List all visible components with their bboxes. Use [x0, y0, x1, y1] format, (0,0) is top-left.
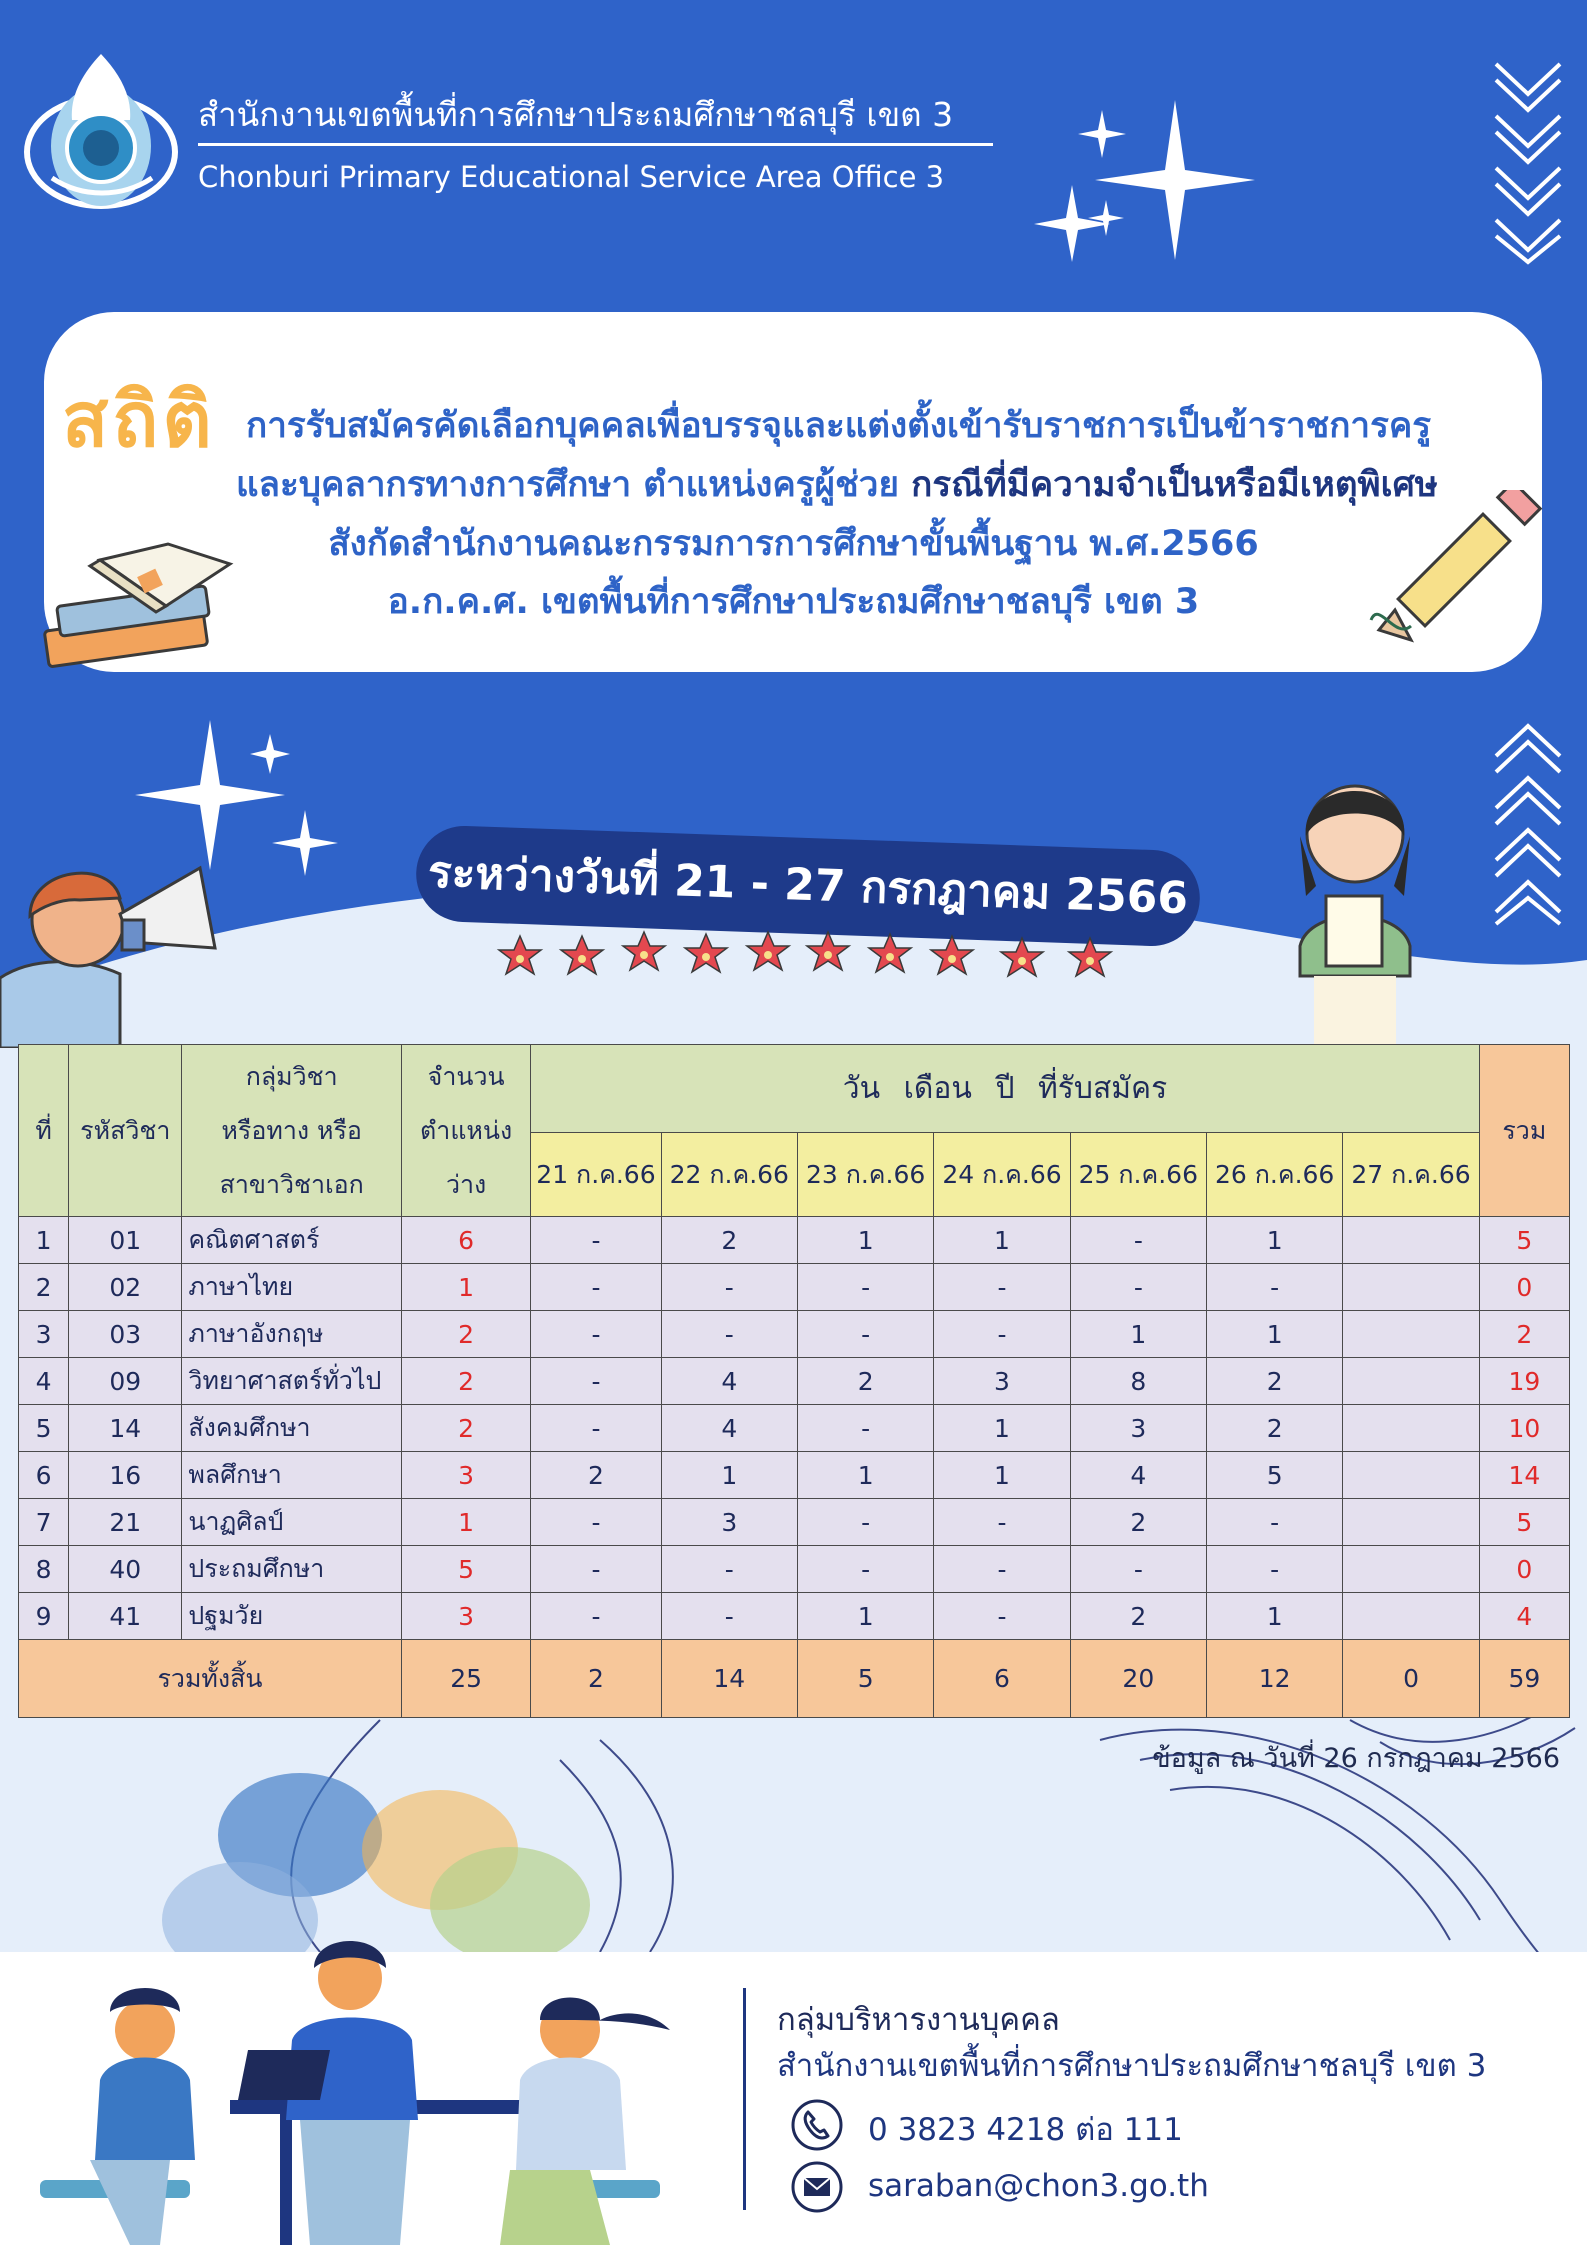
cell-row-total: 14 — [1479, 1452, 1569, 1499]
table-row — [19, 1405, 1570, 1452]
cell-day-count: 1 — [797, 1217, 933, 1264]
cell-day-count: - — [797, 1264, 933, 1311]
organization-logo — [22, 48, 180, 216]
department-name: กลุ่มบริหารงานบุคคล — [777, 2002, 1060, 2038]
header-application-dates: วัน เดือน ปี ที่รับสมัคร — [531, 1045, 1479, 1133]
cell-day-count: - — [531, 1405, 661, 1452]
cell-day-count: - — [661, 1311, 797, 1358]
cell-day-count: 4 — [661, 1405, 797, 1452]
cell-day-count: - — [797, 1311, 933, 1358]
cell-day-count: 3 — [661, 1499, 797, 1546]
date-range-banner: ระหว่างวันที่ 21 - 27 กรกฎาคม 2566 — [427, 846, 1189, 925]
table-total-row — [19, 1640, 1570, 1718]
cell-day-count: - — [1070, 1264, 1206, 1311]
cell-row-total: 10 — [1479, 1405, 1569, 1452]
cell-vacancy: 6 — [401, 1217, 530, 1264]
total-day: 14 — [661, 1640, 797, 1718]
cell-day-count: 1 — [1207, 1593, 1343, 1640]
cell-row-total: 5 — [1479, 1499, 1569, 1546]
table-row — [19, 1452, 1570, 1499]
header-subject — [182, 1045, 402, 1217]
chevron-up-icon — [1488, 718, 1568, 928]
books-illustration — [40, 530, 250, 680]
cell-day-count: - — [531, 1217, 661, 1264]
header-date: 24 ก.ค.66 — [934, 1133, 1070, 1217]
phone-number[interactable]: 0 3823 4218 ต่อ 111 — [868, 2112, 1183, 2148]
cell-no: 9 — [19, 1593, 69, 1640]
cell-day-count: - — [934, 1311, 1070, 1358]
cell-code: 03 — [69, 1311, 182, 1358]
cell-subject: ปฐมวัย — [182, 1593, 402, 1640]
cell-day-count — [1343, 1264, 1479, 1311]
cell-day-count — [1343, 1546, 1479, 1593]
total-day: 0 — [1343, 1640, 1479, 1718]
table-row — [19, 1593, 1570, 1640]
cell-day-count: 1 — [934, 1405, 1070, 1452]
header-vacancy-line-1: จำนวน — [427, 1061, 505, 1091]
teacher-illustration — [1280, 776, 1430, 1046]
cell-subject: สังคมศึกษา — [182, 1405, 402, 1452]
total-vacancy: 25 — [401, 1640, 530, 1718]
cell-day-count: 3 — [1070, 1405, 1206, 1452]
cell-day-count: 3 — [934, 1358, 1070, 1405]
header-date: 21 ก.ค.66 — [531, 1133, 661, 1217]
cell-day-count: 2 — [1070, 1593, 1206, 1640]
cell-day-count: 4 — [661, 1358, 797, 1405]
cell-day-count: 1 — [1070, 1311, 1206, 1358]
cell-no: 3 — [19, 1311, 69, 1358]
table-header-row — [19, 1045, 1570, 1133]
pencil-illustration — [1365, 490, 1550, 650]
cell-code: 09 — [69, 1358, 182, 1405]
cell-code: 21 — [69, 1499, 182, 1546]
header-total: รวม — [1479, 1045, 1569, 1217]
cell-day-count: 1 — [797, 1452, 933, 1499]
cell-vacancy: 2 — [401, 1311, 530, 1358]
title-line-4: อ.ก.ค.ศ. เขตพื้นที่การศึกษาประถมศึกษาชลบุรี เขต 3 — [387, 582, 1200, 622]
cell-subject: พลศึกษา — [182, 1452, 402, 1499]
cell-day-count: 1 — [1207, 1217, 1343, 1264]
cell-day-count: - — [661, 1593, 797, 1640]
cell-vacancy: 1 — [401, 1499, 530, 1546]
cell-day-count: 2 — [1070, 1499, 1206, 1546]
cell-day-count: - — [934, 1499, 1070, 1546]
footer-divider — [743, 1988, 746, 2210]
cell-day-count: 1 — [661, 1452, 797, 1499]
table-row — [19, 1264, 1570, 1311]
cell-day-count: - — [1207, 1546, 1343, 1593]
cell-no: 2 — [19, 1264, 69, 1311]
cell-day-count: 1 — [934, 1452, 1070, 1499]
cell-day-count: 2 — [1207, 1358, 1343, 1405]
mail-icon — [790, 2160, 844, 2214]
cell-day-count: 2 — [531, 1452, 661, 1499]
cell-day-count: 1 — [1207, 1311, 1343, 1358]
cell-day-count: - — [531, 1358, 661, 1405]
cell-day-count: 4 — [1070, 1452, 1206, 1499]
header-vacancy-line-3: ว่าง — [445, 1169, 487, 1199]
cell-row-total: 4 — [1479, 1593, 1569, 1640]
total-day: 6 — [934, 1640, 1070, 1718]
cell-vacancy: 1 — [401, 1264, 530, 1311]
cell-vacancy: 2 — [401, 1358, 530, 1405]
cell-vacancy: 2 — [401, 1405, 530, 1452]
applicant-statistics-table — [18, 1044, 1570, 1718]
cell-day-count: - — [531, 1264, 661, 1311]
table-row — [19, 1311, 1570, 1358]
cell-no: 7 — [19, 1499, 69, 1546]
cell-day-count: 5 — [1207, 1452, 1343, 1499]
cell-vacancy: 3 — [401, 1452, 530, 1499]
cell-day-count: - — [531, 1546, 661, 1593]
cell-day-count: - — [1207, 1499, 1343, 1546]
total-day: 12 — [1207, 1640, 1343, 1718]
cell-day-count: - — [531, 1499, 661, 1546]
cell-code: 16 — [69, 1452, 182, 1499]
cell-row-total: 0 — [1479, 1546, 1569, 1593]
cell-day-count: - — [934, 1264, 1070, 1311]
cell-day-count: - — [797, 1405, 933, 1452]
table-row — [19, 1546, 1570, 1593]
header-code: รหัสวิชา — [69, 1045, 182, 1217]
cell-day-count: - — [797, 1499, 933, 1546]
table-row — [19, 1499, 1570, 1546]
total-day: 2 — [531, 1640, 661, 1718]
cell-day-count: 8 — [1070, 1358, 1206, 1405]
total-day: 20 — [1070, 1640, 1206, 1718]
header-date: 26 ก.ค.66 — [1207, 1133, 1343, 1217]
cell-day-count: 2 — [661, 1217, 797, 1264]
cell-vacancy: 3 — [401, 1593, 530, 1640]
cell-no: 8 — [19, 1546, 69, 1593]
cell-day-count — [1343, 1499, 1479, 1546]
header-subject-line-2: หรือทาง หรือ — [221, 1115, 362, 1145]
organization-name-english: Chonburi Primary Educational Service Area Office 3 — [198, 160, 945, 194]
total-label: รวมทั้งสิ้น — [19, 1640, 402, 1718]
table-row — [19, 1217, 1570, 1264]
cell-code: 02 — [69, 1264, 182, 1311]
cell-code: 40 — [69, 1546, 182, 1593]
header-date: 27 ก.ค.66 — [1343, 1133, 1479, 1217]
header-vacancy-line-2: ตำแหน่ง — [420, 1115, 513, 1145]
header-subject-line-1: กลุ่มวิชา — [245, 1061, 338, 1091]
cell-no: 5 — [19, 1405, 69, 1452]
cell-day-count — [1343, 1405, 1479, 1452]
cell-day-count: - — [934, 1546, 1070, 1593]
data-as-of-note: ข้อมูล ณ วันที่ 26 กรกฎาคม 2566 — [1152, 1743, 1560, 1774]
cell-day-count — [1343, 1217, 1479, 1264]
header-subject-line-3: สาขาวิชาเอก — [219, 1169, 364, 1199]
cell-subject: คณิตศาสตร์ — [182, 1217, 402, 1264]
cell-code: 01 — [69, 1217, 182, 1264]
cell-no: 4 — [19, 1358, 69, 1405]
organization-name-thai: สำนักงานเขตพื้นที่การศึกษาประถมศึกษาชลบุรี เขต 3 — [198, 95, 954, 134]
cell-day-count: - — [661, 1264, 797, 1311]
cell-day-count: - — [661, 1546, 797, 1593]
cell-vacancy: 5 — [401, 1546, 530, 1593]
table-row — [19, 1358, 1570, 1405]
sparkle-icon — [1030, 90, 1260, 270]
cell-day-count: - — [531, 1311, 661, 1358]
cell-row-total: 19 — [1479, 1358, 1569, 1405]
header-date: 22 ก.ค.66 — [661, 1133, 797, 1217]
cell-day-count: 1 — [934, 1217, 1070, 1264]
office-name: สำนักงานเขตพื้นที่การศึกษาประถมศึกษาชลบุรี เขต 3 — [777, 2048, 1487, 2084]
cell-day-count: - — [1207, 1264, 1343, 1311]
cell-subject: นาฏศิลป์ — [182, 1499, 402, 1546]
header-vacancy — [401, 1045, 530, 1217]
cell-day-count: - — [1070, 1546, 1206, 1593]
cell-subject: วิทยาศาสตร์ทั่วไป — [182, 1358, 402, 1405]
header-date: 23 ก.ค.66 — [797, 1133, 933, 1217]
title-line-2-part-a: และบุคลากรทางการศึกษา ตำแหน่งครูผู้ช่วย — [236, 465, 899, 505]
table-body — [19, 1217, 1570, 1640]
cell-day-count: - — [531, 1593, 661, 1640]
cell-day-count — [1343, 1452, 1479, 1499]
header-divider — [198, 143, 993, 146]
people-meeting-illustration — [30, 1740, 710, 2245]
header-date: 25 ก.ค.66 — [1070, 1133, 1206, 1217]
header-no: ที่ — [19, 1045, 69, 1217]
cell-day-count: - — [934, 1593, 1070, 1640]
cell-day-count: 2 — [1207, 1405, 1343, 1452]
cell-subject: ภาษาอังกฤษ — [182, 1311, 402, 1358]
chevron-down-icon — [1488, 56, 1568, 266]
cell-no: 1 — [19, 1217, 69, 1264]
cell-day-count: - — [1070, 1217, 1206, 1264]
cell-row-total: 5 — [1479, 1217, 1569, 1264]
title-line-2-part-b: กรณีที่มีความจำเป็นหรือมีเหตุพิเศษ — [911, 465, 1438, 505]
cell-no: 6 — [19, 1452, 69, 1499]
cell-day-count: 2 — [797, 1358, 933, 1405]
statistics-heading: สถิติ — [62, 375, 216, 464]
cell-day-count — [1343, 1358, 1479, 1405]
flower-row-decoration — [490, 926, 1130, 986]
cell-row-total: 2 — [1479, 1311, 1569, 1358]
phone-icon — [790, 2098, 844, 2152]
cell-code: 14 — [69, 1405, 182, 1452]
cell-subject: ประถมศึกษา — [182, 1546, 402, 1593]
title-line-3: สังกัดสำนักงานคณะกรรมการการศึกษาขั้นพื้นฐาน พ.ศ.2566 — [328, 524, 1259, 564]
cell-day-count — [1343, 1593, 1479, 1640]
total-day: 5 — [797, 1640, 933, 1718]
email-address[interactable]: saraban@chon3.go.th — [868, 2168, 1209, 2204]
grand-total: 59 — [1479, 1640, 1569, 1718]
title-line-1: การรับสมัครคัดเลือกบุคคลเพื่อบรรจุและแต่งตั้งเข้ารับราชการเป็นข้าราชการครู — [246, 406, 1432, 446]
cell-day-count: - — [797, 1546, 933, 1593]
cell-day-count: 1 — [797, 1593, 933, 1640]
person-with-megaphone-illustration — [0, 838, 230, 1048]
cell-day-count — [1343, 1311, 1479, 1358]
cell-subject: ภาษาไทย — [182, 1264, 402, 1311]
title-line-2 — [236, 457, 1438, 512]
cell-row-total: 0 — [1479, 1264, 1569, 1311]
cell-code: 41 — [69, 1593, 182, 1640]
